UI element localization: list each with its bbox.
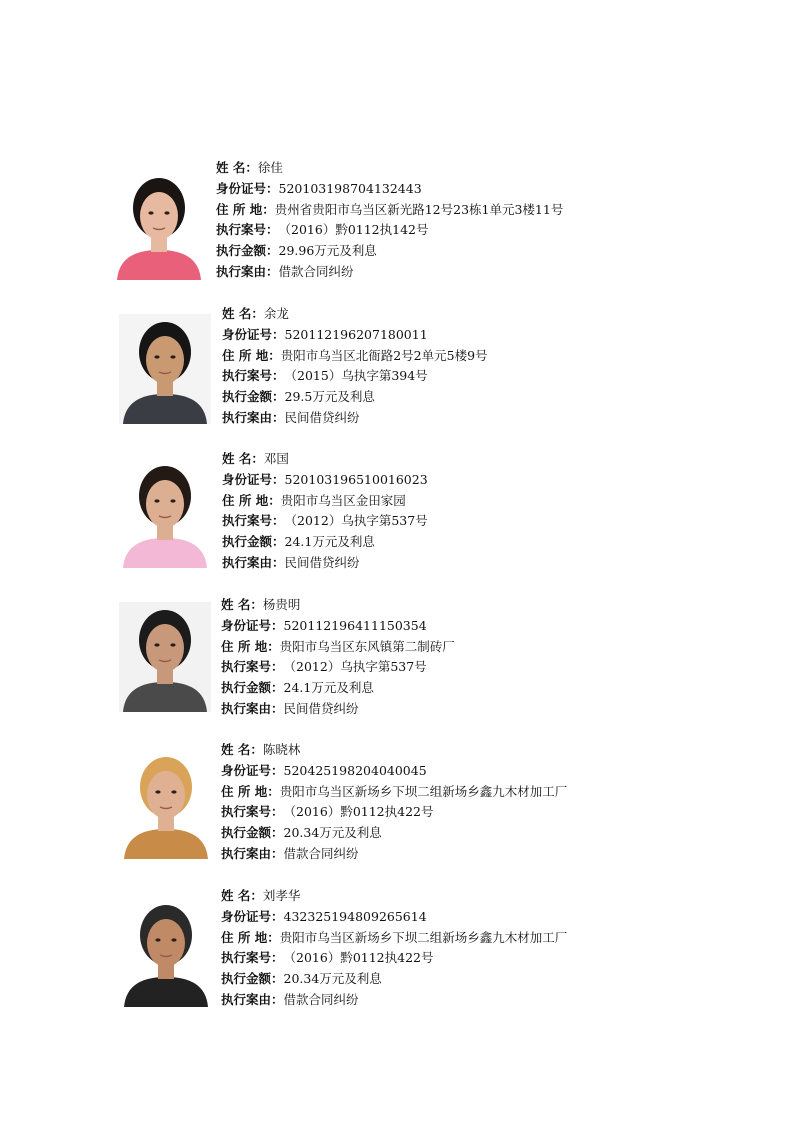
id-value: 520103198704132443 — [278, 180, 422, 196]
case-number-value: （2015）乌执字第394号 — [284, 368, 428, 384]
portrait-drawing — [113, 170, 205, 280]
id-label: 身份证号： — [221, 908, 284, 924]
person-info — [221, 886, 567, 1011]
amount-value: 29.96万元及利息 — [278, 243, 377, 259]
amount-label: 执行金额： — [221, 680, 284, 696]
cause-value: 民间借贷纠纷 — [284, 409, 360, 425]
portrait-eye-left — [154, 355, 159, 358]
id-value: 520112196207180011 — [284, 326, 428, 342]
person-entry-1 — [0, 158, 794, 288]
portrait-eye-left — [154, 643, 159, 646]
cause-label: 执行案由： — [216, 263, 279, 279]
portrait-face — [146, 336, 184, 384]
cause-value: 借款合同纠纷 — [283, 845, 359, 861]
id-value: 520103196510016023 — [284, 471, 428, 487]
person-info — [221, 595, 455, 720]
amount-value: 20.34万元及利息 — [283, 825, 382, 841]
person-photo — [119, 314, 211, 424]
portrait-face — [147, 919, 185, 967]
person-info — [221, 740, 567, 865]
person-photo — [119, 458, 211, 568]
amount-label: 执行金额： — [222, 534, 285, 550]
portrait-eye-left — [148, 211, 153, 214]
id-label: 身份证号： — [216, 180, 279, 196]
portrait-eye-right — [170, 355, 175, 358]
portrait-eye-left — [155, 938, 160, 941]
name-value: 邓国 — [263, 451, 289, 466]
cause-label: 执行案由： — [222, 554, 285, 570]
person-photo — [113, 170, 205, 280]
portrait-eye-right — [164, 211, 169, 214]
portrait-drawing — [119, 458, 211, 568]
case-number-value: （2016）黔0112执422号 — [283, 804, 434, 820]
portrait-eye-right — [170, 643, 175, 646]
name-value: 刘孝华 — [262, 888, 301, 903]
cause-value: 民间借贷纠纷 — [283, 700, 359, 716]
cause-value: 借款合同纠纷 — [283, 991, 359, 1007]
amount-value: 24.1万元及利息 — [283, 680, 374, 696]
amount-label: 执行金额： — [222, 389, 285, 405]
person-info — [216, 158, 563, 283]
address-value: 贵阳市乌当区金田家园 — [280, 492, 406, 508]
portrait-eye-right — [171, 938, 176, 941]
address-value: 贵阳市乌当区新场乡下坝二组新场乡鑫九木材加工厂 — [279, 783, 568, 799]
amount-value: 29.5万元及利息 — [284, 389, 375, 405]
portrait-drawing — [119, 314, 211, 424]
name-label: 姓 名： — [221, 597, 263, 612]
portrait-face — [146, 624, 184, 672]
person-photo — [120, 749, 212, 859]
portrait-face — [140, 192, 178, 240]
id-label: 身份证号： — [222, 326, 285, 342]
case-number-label: 执行案号： — [221, 659, 284, 675]
amount-label: 执行金额： — [221, 825, 284, 841]
amount-label: 执行金额： — [221, 971, 284, 987]
person-entry-4 — [0, 595, 794, 725]
case-number-label: 执行案号： — [221, 804, 284, 820]
id-label: 身份证号： — [222, 471, 285, 487]
address-value: 贵阳市乌当区新场乡下坝二组新场乡鑫九木材加工厂 — [279, 929, 568, 945]
case-number-label: 执行案号： — [216, 222, 279, 238]
case-number-label: 执行案号： — [222, 368, 285, 384]
name-value: 余龙 — [263, 306, 289, 321]
portrait-face — [146, 480, 184, 528]
name-label: 姓 名： — [222, 451, 264, 466]
portrait-face — [147, 771, 185, 819]
portrait-drawing — [120, 749, 212, 859]
address-value: 贵州省贵阳市乌当区新光路12号23栋1单元3楼11号 — [274, 201, 564, 217]
address-value: 贵阳市乌当区北衙路2号2单元5楼9号 — [280, 347, 488, 363]
person-entry-5 — [0, 740, 794, 870]
portrait-eye-left — [154, 499, 159, 502]
person-entry-2 — [0, 304, 794, 434]
address-label: 住 所 地： — [221, 929, 280, 945]
cause-label: 执行案由： — [221, 991, 284, 1007]
portrait-drawing — [119, 602, 211, 712]
person-info — [222, 449, 428, 574]
case-number-value: （2012）乌执字第537号 — [284, 513, 428, 529]
address-label: 住 所 地： — [222, 347, 281, 363]
amount-value: 24.1万元及利息 — [284, 534, 375, 550]
address-label: 住 所 地： — [221, 783, 280, 799]
name-value: 杨贵明 — [262, 597, 301, 612]
address-value: 贵阳市乌当区东风镇第二制砖厂 — [279, 638, 455, 654]
cause-value: 民间借贷纠纷 — [284, 554, 360, 570]
name-label: 姓 名： — [221, 742, 263, 757]
case-number-value: （2016）黔0112执142号 — [278, 222, 429, 238]
case-number-label: 执行案号： — [221, 950, 284, 966]
case-number-label: 执行案号： — [222, 513, 285, 529]
case-number-value: （2012）乌执字第537号 — [283, 659, 427, 675]
cause-value: 借款合同纠纷 — [278, 263, 354, 279]
amount-label: 执行金额： — [216, 243, 279, 259]
portrait-eye-right — [170, 499, 175, 502]
name-label: 姓 名： — [216, 160, 258, 175]
address-label: 住 所 地： — [216, 201, 275, 217]
person-photo — [119, 602, 211, 712]
person-entry-6 — [0, 886, 794, 1016]
person-info — [222, 304, 488, 429]
address-label: 住 所 地： — [221, 638, 280, 654]
case-number-value: （2016）黔0112执422号 — [283, 950, 434, 966]
id-label: 身份证号： — [221, 762, 284, 778]
address-label: 住 所 地： — [222, 492, 281, 508]
id-value: 520425198204040045 — [283, 762, 427, 778]
portrait-eye-left — [155, 790, 160, 793]
portrait-eye-right — [171, 790, 176, 793]
amount-value: 20.34万元及利息 — [283, 971, 382, 987]
name-label: 姓 名： — [222, 306, 264, 321]
person-entry-3 — [0, 449, 794, 579]
portrait-drawing — [120, 897, 212, 1007]
id-label: 身份证号： — [221, 617, 284, 633]
name-value: 陈晓林 — [262, 742, 301, 757]
name-label: 姓 名： — [221, 888, 263, 903]
id-value: 520112196411150354 — [283, 617, 427, 633]
id-value: 432325194809265614 — [283, 908, 427, 924]
cause-label: 执行案由： — [221, 845, 284, 861]
cause-label: 执行案由： — [221, 700, 284, 716]
cause-label: 执行案由： — [222, 409, 285, 425]
name-value: 徐佳 — [257, 160, 283, 175]
person-photo — [120, 897, 212, 1007]
